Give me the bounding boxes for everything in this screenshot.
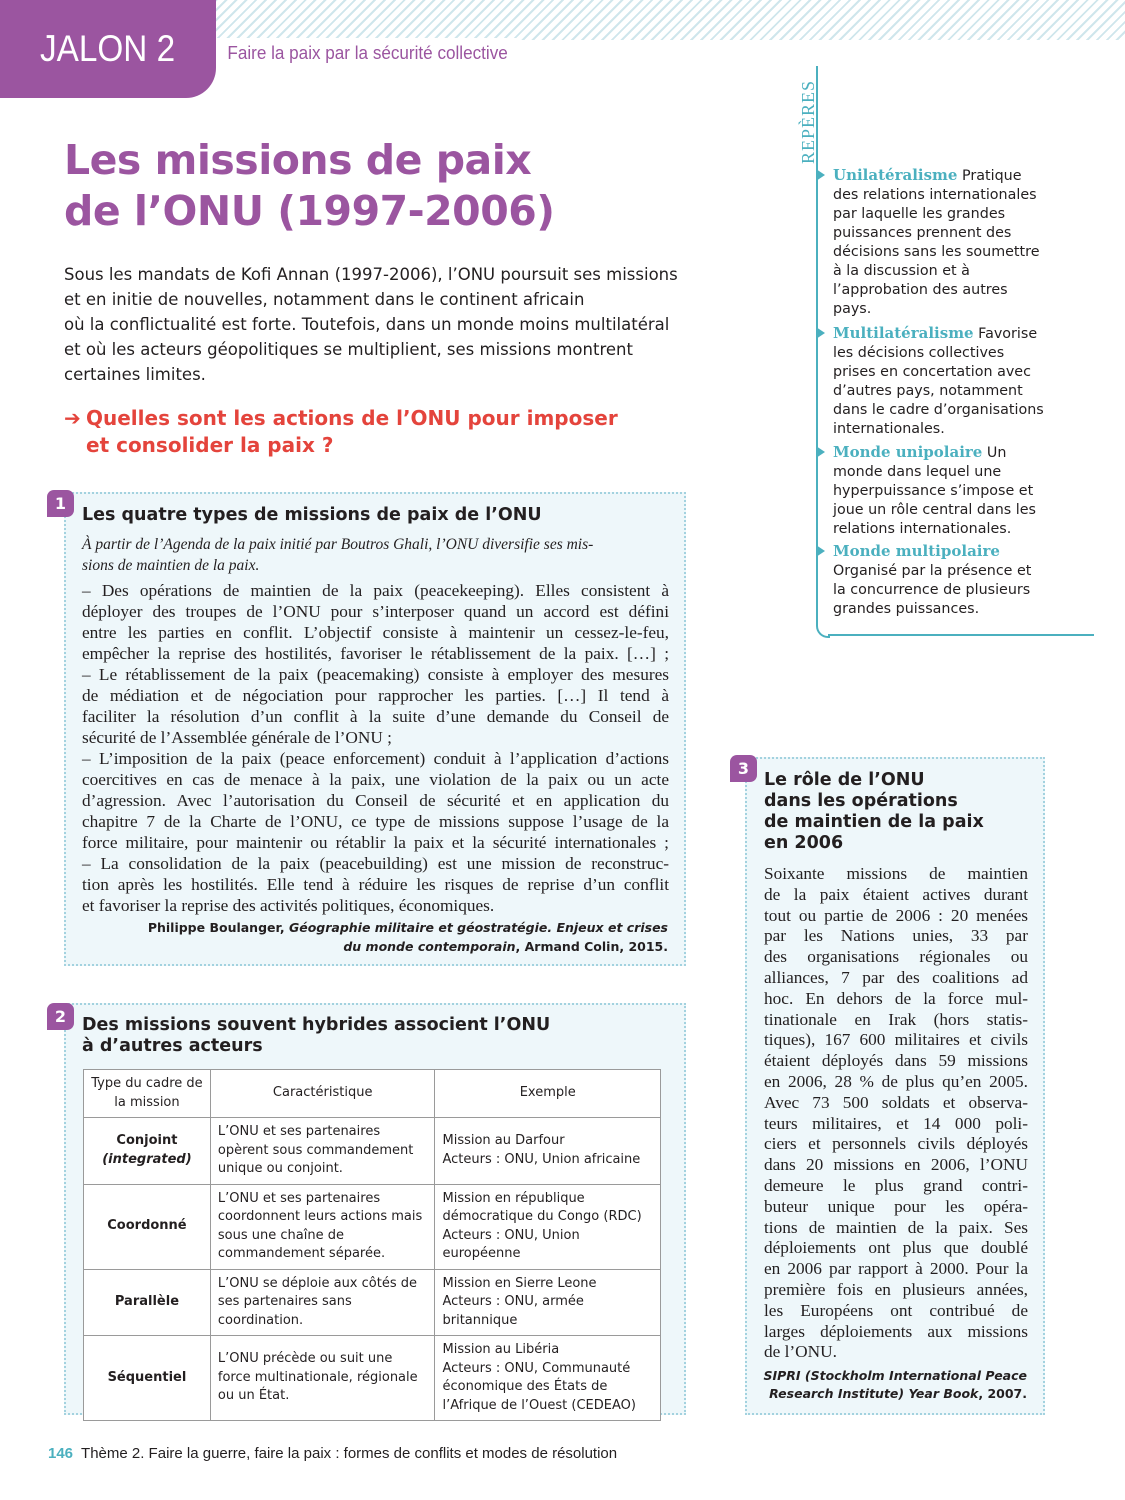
citation-work: du monde contemporain	[343, 939, 516, 954]
document-2-title	[82, 1015, 550, 1057]
document-number-badge: 3	[730, 755, 757, 782]
jalon-label: JALON 2	[40, 28, 176, 69]
example-mission: Mission en république démocratique du Congo (RDC)	[442, 1190, 642, 1224]
triangle-bullet-icon	[816, 545, 825, 557]
body-line: chapitre 7 de la Charte de l’ONU, ce type de missions suppose l’usage de la	[82, 812, 669, 831]
document-1-intro	[82, 534, 669, 576]
citation-work: Géographie militaire et géostratégie. Enjeux et crises	[288, 920, 668, 935]
definition-text: Un monde dans lequel une hyperpuissance s’impose et joue un rôle central dans les relations internationales.	[833, 445, 1036, 537]
characteristic-cell: L’ONU se déploie aux côtés de ses partenaires sans coordination.	[210, 1269, 435, 1336]
type-cell: Coordonné	[84, 1184, 211, 1269]
example-cell	[435, 1118, 661, 1185]
document-number-badge: 2	[47, 1003, 74, 1030]
intro-line: et en initie de nouvelles, notamment dans le continent africain	[64, 290, 585, 309]
table-row	[84, 1184, 661, 1269]
body-line: tion après les hostilités. Elle tend à réduire les risques de reprise d’un conflit	[82, 875, 669, 894]
document-1	[54, 492, 686, 966]
example-actors: Acteurs : ONU, Union européenne	[442, 1227, 580, 1261]
body-line: teurs militaires, et 14 000 poli-	[764, 1113, 1028, 1133]
reperes-label: REPÈRES	[798, 79, 818, 164]
body-line: première fois en plusieurs années,	[764, 1279, 1028, 1299]
definition-item	[816, 324, 1048, 439]
body-line: hoc. En dehors de la force mul-	[764, 988, 1028, 1008]
triangle-bullet-icon	[816, 446, 825, 458]
intro-line: Sous les mandats de Kofi Annan (1997-2006), l’ONU poursuit ses missions	[64, 265, 678, 284]
body-line: sécurité de l’Assemblée générale de l’ONU ;	[82, 728, 392, 747]
body-line: étaient déployés dans 59 missions	[764, 1051, 1028, 1071]
intro-line: certaines limites.	[64, 365, 206, 384]
table-header-row	[84, 1070, 661, 1118]
document-3-body	[764, 864, 1028, 1363]
document-1-title: Les quatre types de missions de paix de l’ONU	[82, 505, 542, 525]
citation-line: Research Institute) Year Book	[769, 1386, 979, 1401]
definition-term: Monde multipolaire	[833, 542, 1000, 560]
body-line: tinationale en Irak (hors statis-	[764, 1009, 1028, 1029]
definition-term: Monde unipolaire	[833, 443, 983, 461]
body-line: ciers et personnels civils déployés	[764, 1134, 1028, 1154]
header-hatch-band	[215, 0, 1125, 40]
body-line: tions de maintien de la paix. Ses	[764, 1217, 1028, 1237]
body-line: force militaire, pour maintenir ou rétablir la paix et la sécurité internationales ;	[82, 833, 669, 852]
table-row	[84, 1118, 661, 1185]
body-line: de l’ONU.	[764, 1342, 837, 1362]
body-line: de médiation et de négociation pour rapprocher les parties. […] Il tend à	[82, 686, 669, 705]
body-line: – La consolidation de la paix (peacebuilding) est une mission de reconstruc-	[82, 854, 669, 873]
body-line: Soixante missions de maintien	[764, 864, 1028, 883]
body-line: entre les parties en conflit. L’objectif consiste à maintenir un cessez-le-feu,	[82, 623, 669, 642]
document-1-citation	[148, 918, 668, 956]
jalon-subtitle: Faire la paix par la sécurité collective	[216, 38, 519, 70]
definition-text: Organisé par la présence et la concurrence de plusieurs grandes puissances.	[833, 563, 1032, 617]
definition-term: Multilatéralisme	[833, 324, 974, 342]
document-3	[737, 757, 1045, 1415]
document-2	[54, 1003, 686, 1415]
intro-line: À partir de l’Agenda de la paix initié par Boutros Ghali, l’ONU diversifie ses mis-	[82, 536, 594, 553]
intro-line: et où les acteurs géopolitiques se multiplient, ses missions montrent	[64, 340, 633, 359]
type-note: (integrated)	[102, 1151, 192, 1167]
body-line: tiques), 167 600 militaires et civils	[764, 1030, 1028, 1050]
characteristic-cell: L’ONU et ses partenaires opèrent sous commandement unique ou conjoint.	[210, 1118, 435, 1185]
body-line: – Des opérations de maintien de la paix (peacekeeping). Elles consistent à	[82, 581, 669, 600]
document-1-body	[82, 580, 669, 916]
title-line-2: de l’ONU (1997-2006)	[64, 187, 555, 235]
intro-line: où la conflictualité est forte. Toutefois, dans un monde moins multilatéral	[64, 315, 670, 334]
body-line: dans 20 missions en 2006, l’ONU	[764, 1155, 1028, 1175]
title-line: Le rôle de l’ONU	[764, 770, 925, 790]
footer-text: Thème 2. Faire la guerre, faire la paix : formes de conflits et modes de résolution	[81, 1445, 618, 1462]
citation-publisher: , Armand Colin, 2015.	[515, 939, 668, 954]
reperes-sidebar	[798, 66, 1096, 640]
intro-line: sions de maintien de la paix.	[82, 557, 260, 574]
example-cell	[435, 1269, 661, 1336]
definition-item	[816, 166, 1048, 319]
definition-text: Pratique des relations internationales par laquelle les grandes puissances prennent des décisions sans les soumettre à la discussion et à l’approbation des autres pays.	[833, 168, 1040, 317]
definition-item	[816, 443, 1048, 539]
body-line: faciliter la résolution d’un conflit à la suite d’une demande du Conseil de	[82, 707, 669, 726]
citation-line: SIPRI (Stockholm International Peace	[763, 1368, 1027, 1383]
body-line: par les Nations unies, 33 par	[764, 926, 1028, 946]
title-line: en 2006	[764, 833, 844, 853]
page-title	[64, 135, 555, 237]
example-cell	[435, 1336, 661, 1421]
body-line: des organisations régionales ou	[764, 947, 1028, 967]
title-line: Des missions souvent hybrides associent l’ONU	[82, 1015, 551, 1035]
question-line-1: Quelles sont les actions de l’ONU pour imposer	[86, 406, 618, 430]
title-line: dans les opérations	[764, 791, 958, 811]
intro-paragraph	[64, 262, 714, 387]
triangle-bullet-icon	[816, 169, 825, 181]
missions-table	[83, 1069, 661, 1421]
type-label: Conjoint	[116, 1133, 178, 1149]
body-line: – Le rétablissement de la paix (peacemaking) consiste à employer des mesures	[82, 665, 669, 684]
example-mission: Mission au Libéria	[442, 1342, 560, 1357]
document-3-title	[764, 770, 1034, 854]
body-line: coercitives en cas de menace à la paix, une violation de la paix ou un acte	[82, 770, 669, 789]
example-mission: Mission en Sierre Leone	[442, 1275, 597, 1291]
type-cell	[84, 1118, 211, 1185]
table-row	[84, 1336, 661, 1421]
citation-year: , 2007.	[978, 1386, 1027, 1401]
question-line-2: et consolider la paix ?	[86, 433, 334, 457]
body-line: – L’imposition de la paix (peace enforcement) conduit à l’application d’actions	[82, 749, 669, 768]
column-header: Exemple	[435, 1070, 661, 1118]
jalon-tab	[0, 0, 216, 98]
example-cell	[435, 1184, 661, 1269]
body-line: déploiements ont plus que doublé	[764, 1238, 1028, 1258]
example-mission: Mission au Darfour	[442, 1133, 565, 1149]
title-line: à d’autres acteurs	[82, 1036, 263, 1056]
definition-text: Favorise les décisions collectives prises en concertation avec d’autres pays, notamment dans le cadre d’organisations internationales.	[833, 326, 1044, 437]
document-3-citation	[763, 1367, 1027, 1403]
column-header: Caractéristique	[210, 1070, 435, 1118]
body-line: empêcher la reprise des hostilités, favoriser le rétablissement de la paix. […] ;	[82, 644, 669, 663]
title-line-1: Les missions de paix	[64, 136, 532, 184]
triangle-bullet-icon	[816, 327, 825, 339]
body-line: en 2006 par rapport à 2000. Pour la	[764, 1259, 1028, 1279]
body-line: de la paix étaient actives durant	[764, 884, 1028, 904]
type-cell: Séquentiel	[84, 1336, 211, 1421]
reperes-divider	[828, 634, 1094, 636]
page-number: 146	[48, 1445, 74, 1462]
definition-term: Unilatéralisme	[833, 166, 958, 184]
body-line: tout ou partie de 2006 : 20 menées	[764, 905, 1028, 925]
example-actors: Acteurs : ONU, Union africaine	[442, 1151, 641, 1167]
document-number-badge: 1	[47, 490, 74, 517]
body-line: et favoriser la reprise des activités politiques, économiques.	[82, 896, 495, 915]
column-header: Type du cadre de la mission	[84, 1070, 211, 1118]
body-line: Avec 73 500 soldats et observa-	[764, 1092, 1028, 1112]
arrow-right-icon: ➔	[64, 406, 81, 430]
page-footer	[48, 1445, 617, 1462]
body-line: déployer des troupes de l’ONU pour s’interposer quand un accord est défini	[82, 602, 669, 621]
body-line: larges déploiements aux missions	[764, 1321, 1028, 1341]
characteristic-cell: L’ONU et ses partenaires coordonnent leurs actions mais sous une chaîne de commandement séparée.	[210, 1184, 435, 1269]
body-line: les Européens ont contribué de	[764, 1300, 1028, 1320]
definition-item	[816, 542, 1048, 619]
body-line: d’agression. Avec l’autorisation du Conseil de sécurité et en application du	[82, 791, 669, 810]
example-actors: Acteurs : ONU, armée britannique	[442, 1294, 584, 1328]
title-line: de maintien de la paix	[764, 812, 984, 832]
body-line: demeure le plus grand contri-	[764, 1175, 1028, 1195]
characteristic-cell: L’ONU précède ou suit une force multinationale, régionale ou un État.	[210, 1336, 435, 1421]
example-actors: Acteurs : ONU, Communauté économique des États de l’Afrique de l’Ouest (CEDEAO)	[442, 1360, 636, 1413]
body-line: en 2006, 28 % de plus qu’en 2005.	[764, 1071, 1028, 1091]
body-line: buteur unique pour les opéra-	[764, 1196, 1028, 1216]
citation-author: Philippe Boulanger,	[147, 920, 289, 935]
type-cell: Parallèle	[84, 1269, 211, 1336]
table-row	[84, 1269, 661, 1336]
body-line: alliances, 7 par des coalitions ad	[764, 967, 1028, 987]
problem-question	[64, 405, 618, 459]
